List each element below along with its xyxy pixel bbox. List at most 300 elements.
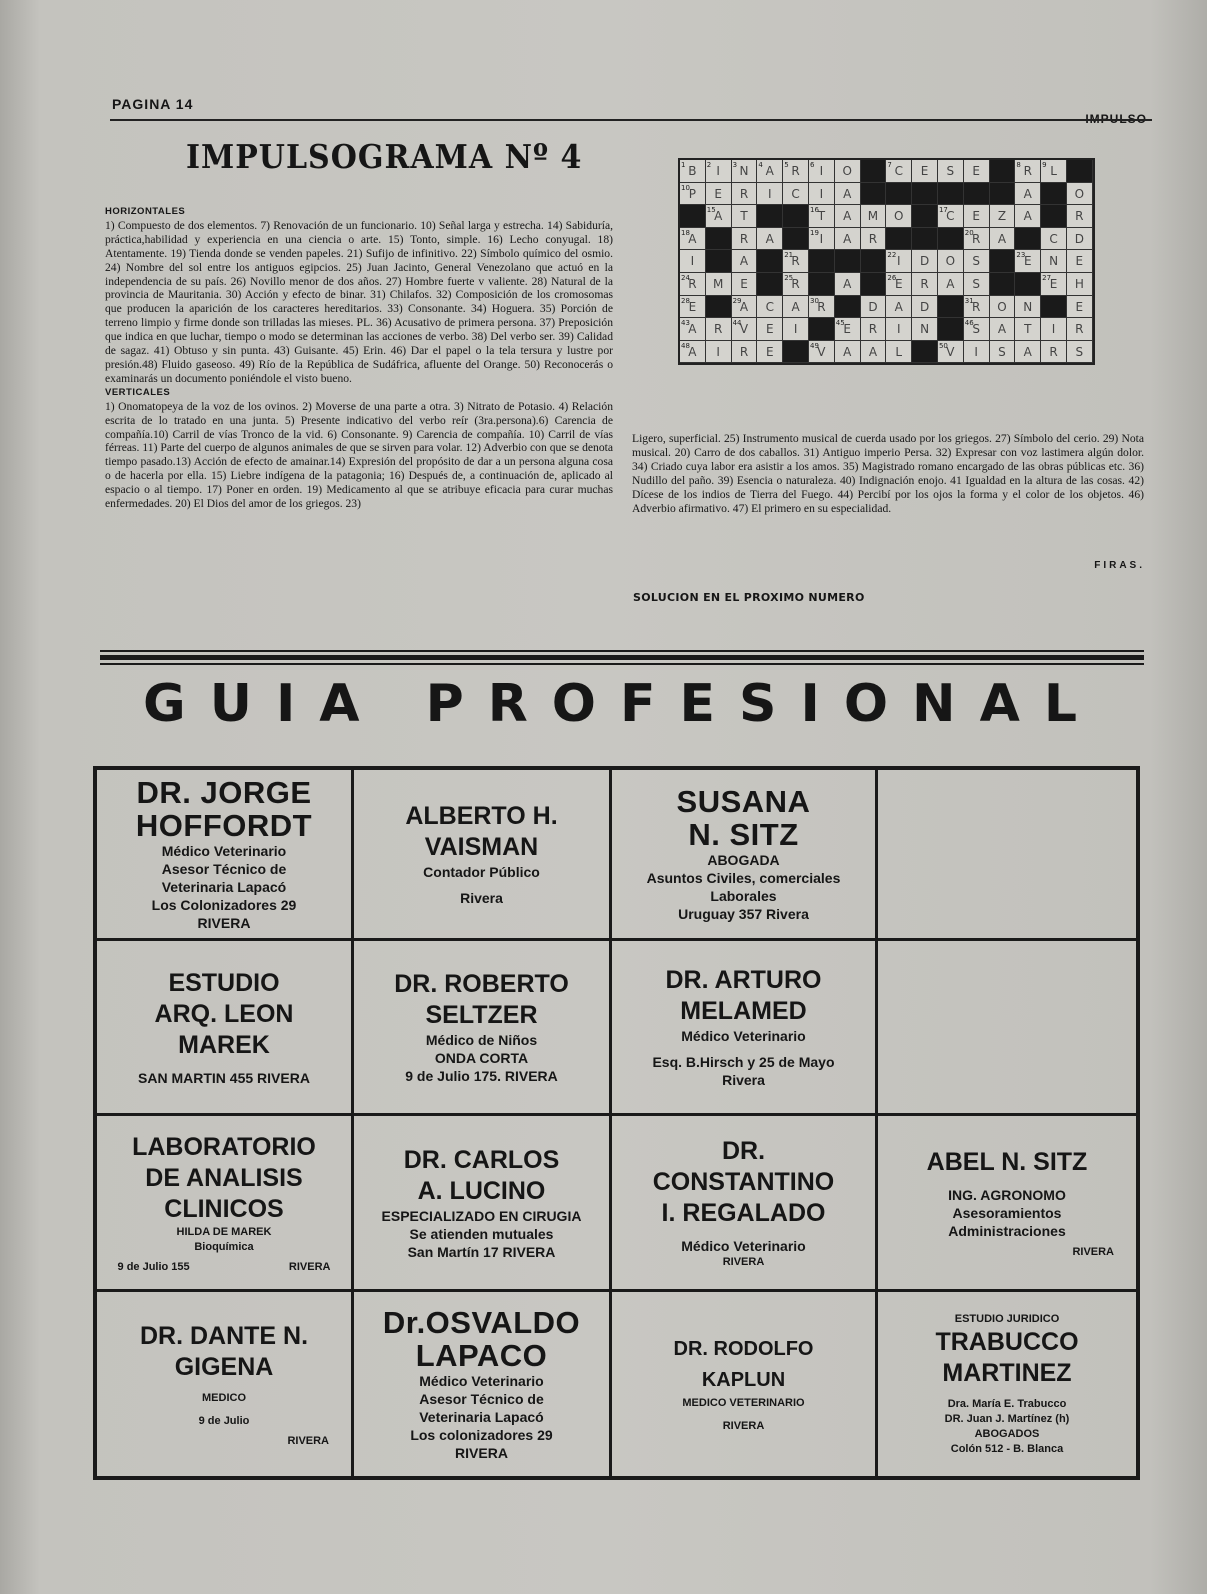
listing-line: ARQ. LEON <box>154 999 294 1028</box>
listing-line: San Martín 17 RIVERA <box>407 1243 556 1260</box>
listing-line: RIVERA <box>455 1445 508 1461</box>
crossword-black-cell <box>1067 160 1093 183</box>
crossword-black-cell <box>964 183 990 206</box>
listing-line: ABOGADOS <box>974 1427 1040 1440</box>
listing-line: LAPACO <box>415 1338 548 1373</box>
crossword-cell <box>912 318 938 341</box>
listing-line: DR. Juan J. Martínez (h) <box>944 1412 1070 1425</box>
crossword-black-cell <box>706 250 732 273</box>
crossword-cell <box>938 250 964 273</box>
listing-line: Médico Veterinario <box>161 843 287 859</box>
cell-letter: C <box>1049 231 1058 246</box>
listing-hoffordt <box>97 770 354 941</box>
listing-gigena <box>97 1292 354 1476</box>
cell-letter: P <box>688 186 697 201</box>
cell-letter: V <box>817 344 826 359</box>
listing-line: RIVERA <box>722 1255 765 1268</box>
cell-number: 15 <box>706 206 716 215</box>
listing-line <box>742 1411 745 1419</box>
crossword-cell <box>835 318 861 341</box>
crossword-black-cell <box>783 341 809 364</box>
crossword-black-cell <box>1041 296 1067 319</box>
crossword-cell <box>783 183 809 206</box>
cell-letter: A <box>843 231 852 246</box>
listing-line: ESTUDIO <box>168 968 280 997</box>
crossword-cell <box>732 160 758 183</box>
crossword-cell <box>912 296 938 319</box>
listing-marek <box>97 941 354 1116</box>
cell-letter: A <box>843 209 852 224</box>
listing-line: KAPLUN <box>701 1369 786 1391</box>
listing-line: MELAMED <box>680 997 807 1025</box>
listing-line: RIVERA <box>288 1261 331 1273</box>
crossword-cell <box>680 341 706 364</box>
cell-letter: I <box>768 186 772 201</box>
cell-letter: E <box>740 276 748 291</box>
cell-letter: R <box>1023 164 1032 178</box>
crossword-black-cell <box>861 183 887 206</box>
cell-number: 30 <box>809 296 819 305</box>
listing-line: SUSANA <box>676 784 811 819</box>
cell-number: 27 <box>1042 273 1052 282</box>
cell-number: 23 <box>1016 251 1026 260</box>
cell-letter: C <box>894 164 903 178</box>
crossword-cell <box>1041 228 1067 251</box>
cell-letter: A <box>946 276 955 291</box>
cell-number: 49 <box>809 341 819 350</box>
crossword-black-cell <box>938 228 964 251</box>
cell-number: 2 <box>706 161 712 169</box>
cell-number: 28 <box>681 296 690 305</box>
cell-number: 31 <box>964 296 974 305</box>
cell-letter: I <box>897 322 901 337</box>
listing-line: SAN MARTIN 455 RIVERA <box>138 1069 310 1086</box>
listing-line <box>222 1061 226 1069</box>
listing-line: ALBERTO H. <box>405 802 558 830</box>
cell-letter: A <box>843 186 852 201</box>
cell-letter: I <box>819 231 824 246</box>
listing-line: HOFFORDT <box>135 808 313 843</box>
crossword-cell <box>1015 341 1041 364</box>
listing-line: 9 de Julio <box>198 1415 250 1427</box>
cell-letter: L <box>895 344 903 359</box>
crossword-cell <box>1067 341 1093 364</box>
crossword-cell <box>835 228 861 251</box>
listing-line: MARTINEZ <box>942 1358 1072 1387</box>
listing-line: HILDA DE MAREK <box>176 1226 272 1238</box>
cell-letter: T <box>1024 322 1032 337</box>
cell-number: 8 <box>1016 161 1021 169</box>
crossword-black-cell <box>861 250 887 273</box>
crossword-cell <box>990 205 1016 228</box>
cell-number: 25 <box>784 273 794 282</box>
listing-line: Colón 512 - B. Blanca <box>950 1442 1064 1455</box>
cell-letter: R <box>868 322 878 337</box>
crossword-black-cell <box>1041 183 1067 206</box>
listing-line: DR. <box>721 1136 766 1165</box>
crossword-black-cell <box>912 228 938 251</box>
cell-letter: S <box>998 344 1006 359</box>
crossword-cell <box>861 318 887 341</box>
cell-letter: R <box>920 276 929 291</box>
crossword-black-cell <box>912 205 938 228</box>
cell-number: 7 <box>887 161 892 169</box>
cell-letter: C <box>791 186 800 201</box>
cell-letter: R <box>1075 322 1084 337</box>
crossword-cell <box>1067 205 1093 228</box>
cell-letter: E <box>765 344 774 359</box>
cell-letter: A <box>714 209 723 224</box>
crossword-cell <box>886 296 912 319</box>
crossword-cell <box>732 228 758 251</box>
cell-letter: A <box>997 322 1007 337</box>
crossword-cell <box>835 160 861 183</box>
crossword-cell <box>938 205 964 228</box>
listing-line: ABEL N. SITZ <box>926 1148 1088 1176</box>
listing-line: Asesor Técnico de <box>161 861 287 877</box>
listing-city: RIVERA <box>287 1435 329 1447</box>
cell-letter: A <box>997 231 1007 246</box>
crossword-cell <box>912 250 938 273</box>
listing-line: RIVERA <box>197 915 251 931</box>
cell-letter: Z <box>997 209 1007 224</box>
cell-letter: E <box>920 164 929 178</box>
listing-line: ESTUDIO JURIDICO <box>954 1312 1060 1325</box>
cell-letter: E <box>1075 299 1084 314</box>
crossword-black-cell <box>1015 273 1041 296</box>
cell-letter: A <box>688 344 697 359</box>
listing-trabucco <box>878 1292 1136 1476</box>
cell-letter: D <box>919 299 930 314</box>
professional-guide-table <box>93 766 1140 1480</box>
listing-line <box>1005 1389 1008 1397</box>
listing-line: Se atienden mutuales <box>409 1225 554 1242</box>
listing-line: A. LUCINO <box>417 1176 546 1205</box>
cell-letter: A <box>843 344 852 359</box>
crossword-cell <box>809 341 835 364</box>
crossword-cell <box>732 250 758 273</box>
crossword-cell <box>964 160 990 183</box>
listing-line: DR. JORGE <box>136 775 312 810</box>
divider-line <box>100 663 1144 665</box>
crossword-black-cell <box>1041 205 1067 228</box>
cell-number: 50 <box>938 341 948 350</box>
listing-lucino <box>354 1116 612 1292</box>
listing-line <box>1005 1178 1009 1186</box>
crossword-black-cell <box>706 296 732 319</box>
listing-seltzer <box>354 941 612 1116</box>
crossword-cell <box>886 273 912 296</box>
listing-line: TRABUCCO <box>935 1327 1079 1356</box>
crossword-cell <box>990 296 1016 319</box>
cell-letter: E <box>894 276 903 291</box>
crossword-cell <box>990 341 1016 364</box>
crossword-cell <box>912 273 938 296</box>
cell-letter: A <box>688 322 697 337</box>
crossword-cell <box>861 341 887 364</box>
listing-line: Veterinaria Lapacó <box>161 879 287 895</box>
cell-letter: S <box>946 164 955 178</box>
cell-letter: O <box>1074 186 1085 201</box>
crossword-cell <box>964 228 990 251</box>
listing-abel-sitz <box>878 1116 1136 1292</box>
crossword-black-cell <box>938 296 964 319</box>
crossword-cell <box>1067 318 1093 341</box>
cell-letter: A <box>1023 209 1032 224</box>
cell-letter: A <box>739 299 749 314</box>
listing-line <box>742 1045 746 1053</box>
cell-letter: D <box>1074 231 1084 246</box>
crossword-grid <box>678 158 1095 365</box>
cell-number: 45 <box>835 319 845 328</box>
listing-line: DR. RODOLFO <box>673 1338 814 1360</box>
crossword-cell <box>809 296 835 319</box>
listing-line: CLINICOS <box>164 1195 284 1223</box>
listing-line: Dra. María E. Trabucco <box>947 1397 1067 1410</box>
listing-line: Médico Veterinario <box>419 1373 544 1389</box>
cell-letter: T <box>740 209 748 224</box>
listing-line: Los Colonizadores 29 <box>151 897 297 913</box>
listing-line: Dr.OSVALDO <box>382 1305 581 1340</box>
cell-number: 20 <box>964 228 974 237</box>
listing-line: DR. DANTE N. <box>139 1322 309 1350</box>
listing-empty2 <box>878 941 1136 1116</box>
divider-line <box>100 650 1144 652</box>
crossword-cell <box>861 228 887 251</box>
listing-line: Veterinaria Lapacó <box>419 1409 544 1425</box>
crossword-cell <box>1041 341 1067 364</box>
listing-line <box>222 1383 225 1391</box>
cell-letter: E <box>843 322 851 337</box>
crossword-cell <box>938 160 964 183</box>
cell-letter: E <box>714 186 722 201</box>
cell-letter: V <box>946 344 955 359</box>
cell-letter: I <box>716 344 720 359</box>
cell-letter: I <box>974 344 978 359</box>
crossword-cell <box>783 273 809 296</box>
listing-line: Uruguay 357 Rivera <box>678 906 809 922</box>
cell-number: 10 <box>681 183 690 192</box>
crossword-cell <box>706 318 732 341</box>
cell-number: 3 <box>732 161 738 169</box>
listing-vaisman <box>354 770 612 941</box>
listing-laboratorio <box>97 1116 354 1292</box>
solution-note: SOLUCION EN EL PROXIMO NUMERO <box>633 591 865 604</box>
cell-letter: R <box>739 186 749 201</box>
cell-number: 18 <box>681 228 690 237</box>
listing-line: MEDICO <box>202 1392 246 1404</box>
cell-number: 16 <box>809 206 819 215</box>
crossword-cell <box>1067 296 1093 319</box>
listing-line: DE ANALISIS <box>145 1164 303 1192</box>
listing-line: 9 de Julio 175. RIVERA <box>405 1068 558 1084</box>
crossword-cell <box>964 250 990 273</box>
crossword-cell <box>680 228 706 251</box>
cell-letter: C <box>765 299 774 314</box>
crossword-cell <box>706 341 732 364</box>
cell-letter: A <box>739 254 749 269</box>
crossword-cell <box>732 341 758 364</box>
cell-letter: S <box>972 322 980 337</box>
crossword-cell <box>757 228 783 251</box>
cell-number: 9 <box>1042 161 1047 169</box>
guide-title: GUIA PROFESIONAL <box>143 674 1101 734</box>
listing-line <box>480 881 484 889</box>
cell-letter: E <box>688 299 697 314</box>
cell-letter: A <box>843 276 852 291</box>
listing-line: DR. ROBERTO <box>394 970 569 998</box>
listing-line: Médico de Niños <box>425 1032 538 1048</box>
cell-letter: S <box>972 276 980 291</box>
cell-letter: A <box>1023 186 1032 201</box>
crossword-black-cell <box>886 183 912 206</box>
cell-letter: N <box>1023 299 1033 314</box>
listing-line: MEDICO VETERINARIO <box>682 1397 805 1409</box>
header-rule <box>110 119 1152 121</box>
horizontals-label: HORIZONTALES <box>105 206 186 217</box>
crossword-cell <box>990 318 1016 341</box>
crossword-cell <box>1067 228 1093 251</box>
cell-letter: I <box>690 254 695 269</box>
crossword-black-cell <box>835 250 861 273</box>
cell-letter: R <box>791 276 800 291</box>
crossword-cell <box>835 183 861 206</box>
listing-line: Administraciones <box>948 1223 1066 1239</box>
crossword-cell <box>757 160 783 183</box>
cell-number: 43 <box>681 319 690 328</box>
clues-column-left <box>105 205 613 511</box>
cell-letter: O <box>945 254 956 269</box>
listing-line: Laborales <box>710 888 777 904</box>
crossword-cell <box>732 183 758 206</box>
cell-number: 1 <box>681 161 686 169</box>
cell-letter: O <box>997 299 1007 314</box>
crossword-cell <box>1067 183 1093 206</box>
cell-letter: R <box>971 231 981 246</box>
crossword-cell <box>990 228 1016 251</box>
crossword-cell <box>809 228 835 251</box>
cell-letter: N <box>920 322 930 337</box>
listing-address-row <box>118 1261 331 1273</box>
cell-letter: M <box>713 276 724 291</box>
crossword-cell <box>886 318 912 341</box>
cell-letter: A <box>868 344 878 359</box>
horizontals-text: 1) Compuesto de dos elementos. 7) Renovación de un funcionario. 10) Señal larga y estrecha. 14) Sabiduría, práctica,habilidad y experiencia en una ciencia o arte. 15) Tonto, simple. 16) Lecho conyugal. 18) Atentamente. 19) Tienda donde se venden papeles. 21) Sufijo de infinitivo. 22) Símbolo químico del osmio. 24) Nombre del sol entre los antiguos egipcios. 25) Juan Jacinto, General Venezolano que actuó en la independencia de su país. 26) Novillo menor de dos años. 27) Hombre fuerte v valiente. 28) Natural de la provincia de Mauritania. 30) Acción y efecto de binar. 31) Chilafos. 32) Composición de los cromosomas que producen la aparición de los caracteres hereditarios. 33) Consonante. 34) Hoguera. 35) Porción de terreno limpio y firme donde son trilladas las mieses. PL. 36) Acusativo de primera persona. 37) Preposición que indica en que luchar, tiempo o modo se determinan las acciones de verbo. 38) Del verbo ser. 39) Calidad de sagaz. 41) Obtuso y sin punta. 43) Guisante. 45) Erin. 46) Dar el papel o la tela tersura y lustre por presión.48) Fluido gaseoso. 49) Río de la República de Sudáfrica, afluente del Orange. 50) Reconocerás o examinarás un documento poniéndole el visto bueno. <box>105 218 613 385</box>
crossword-black-cell <box>861 160 887 183</box>
cell-letter: A <box>765 231 774 246</box>
cell-letter: E <box>972 209 980 224</box>
crossword-cell <box>835 341 861 364</box>
listing-line: Contador Público <box>423 864 540 880</box>
cell-letter: R <box>739 231 749 246</box>
crossword-cell <box>1015 296 1041 319</box>
crossword-cell <box>783 296 809 319</box>
cell-letter: A <box>1023 344 1032 359</box>
cell-letter: R <box>971 299 981 314</box>
cell-letter: I <box>793 322 798 337</box>
divider-thick <box>100 655 1144 660</box>
listing-line: N. SITZ <box>688 817 799 852</box>
crossword-cell <box>732 205 758 228</box>
cell-number: 17 <box>938 206 948 215</box>
crossword-cell <box>757 341 783 364</box>
cell-letter: A <box>765 164 774 178</box>
cell-letter: R <box>791 164 800 178</box>
crossword-cell <box>706 273 732 296</box>
crossword-black-cell <box>757 205 783 228</box>
listing-susana-sitz <box>612 770 878 941</box>
crossword-cell <box>680 183 706 206</box>
cell-number: 46 <box>964 319 974 328</box>
listing-line: Asuntos Civiles, comerciales <box>646 870 841 886</box>
cell-number: 48 <box>681 341 690 350</box>
crossword-cell <box>835 205 861 228</box>
listing-city: RIVERA <box>1072 1246 1114 1258</box>
crossword-black-cell <box>757 250 783 273</box>
crossword-black-cell <box>757 273 783 296</box>
crossword-cell <box>861 205 887 228</box>
listing-line: Rivera <box>460 890 503 906</box>
crossword-cell <box>1015 205 1041 228</box>
listing-line: ABOGADA <box>707 852 780 868</box>
listing-line: Esq. B.Hirsch y 25 de Mayo <box>652 1054 835 1070</box>
cell-letter: R <box>791 254 800 269</box>
listing-line: I. REGALADO <box>661 1198 826 1227</box>
listing-line: Asesor Técnico de <box>419 1391 544 1407</box>
crossword-cell <box>1041 273 1067 296</box>
listing-line: LABORATORIO <box>132 1133 316 1161</box>
cell-letter: D <box>919 254 930 269</box>
cell-letter: T <box>817 209 826 224</box>
cell-number: 22 <box>887 251 897 260</box>
crossword-cell <box>1015 183 1041 206</box>
cell-number: 21 <box>784 251 794 260</box>
cell-letter: R <box>688 276 697 291</box>
cell-letter: R <box>868 231 878 246</box>
cell-letter: H <box>1074 276 1084 291</box>
listing-line: VAISMAN <box>424 833 539 861</box>
cell-letter: I <box>819 186 824 201</box>
cell-letter: I <box>716 164 720 178</box>
crossword-cell <box>861 296 887 319</box>
listing-line: ING. AGRONOMO <box>948 1187 1066 1203</box>
crossword-cell <box>706 205 732 228</box>
cell-number: 5 <box>784 161 789 169</box>
listing-line: ONDA CORTA <box>434 1050 529 1066</box>
listing-kaplun <box>612 1292 878 1476</box>
crossword-cell <box>757 296 783 319</box>
cell-letter: R <box>817 299 826 314</box>
crossword-cell <box>757 183 783 206</box>
cell-letter: R <box>714 322 723 337</box>
listing-melamed <box>612 941 878 1116</box>
cell-letter: R <box>1049 344 1058 359</box>
cell-letter: E <box>1023 254 1032 269</box>
cell-letter: E <box>1075 254 1084 269</box>
listing-line: RIVERA <box>722 1420 765 1432</box>
cell-number: 29 <box>732 296 742 305</box>
cell-letter: C <box>946 209 955 224</box>
cell-letter: D <box>868 299 878 314</box>
page-number: PAGINA 14 <box>112 96 194 112</box>
crossword-cell <box>1041 160 1067 183</box>
cell-number: 24 <box>681 273 690 282</box>
crossword-cell <box>1015 250 1041 273</box>
cell-letter: N <box>1049 254 1059 269</box>
listing-line <box>742 1229 746 1237</box>
crossword-black-cell <box>990 250 1016 273</box>
cell-letter: A <box>688 231 697 246</box>
